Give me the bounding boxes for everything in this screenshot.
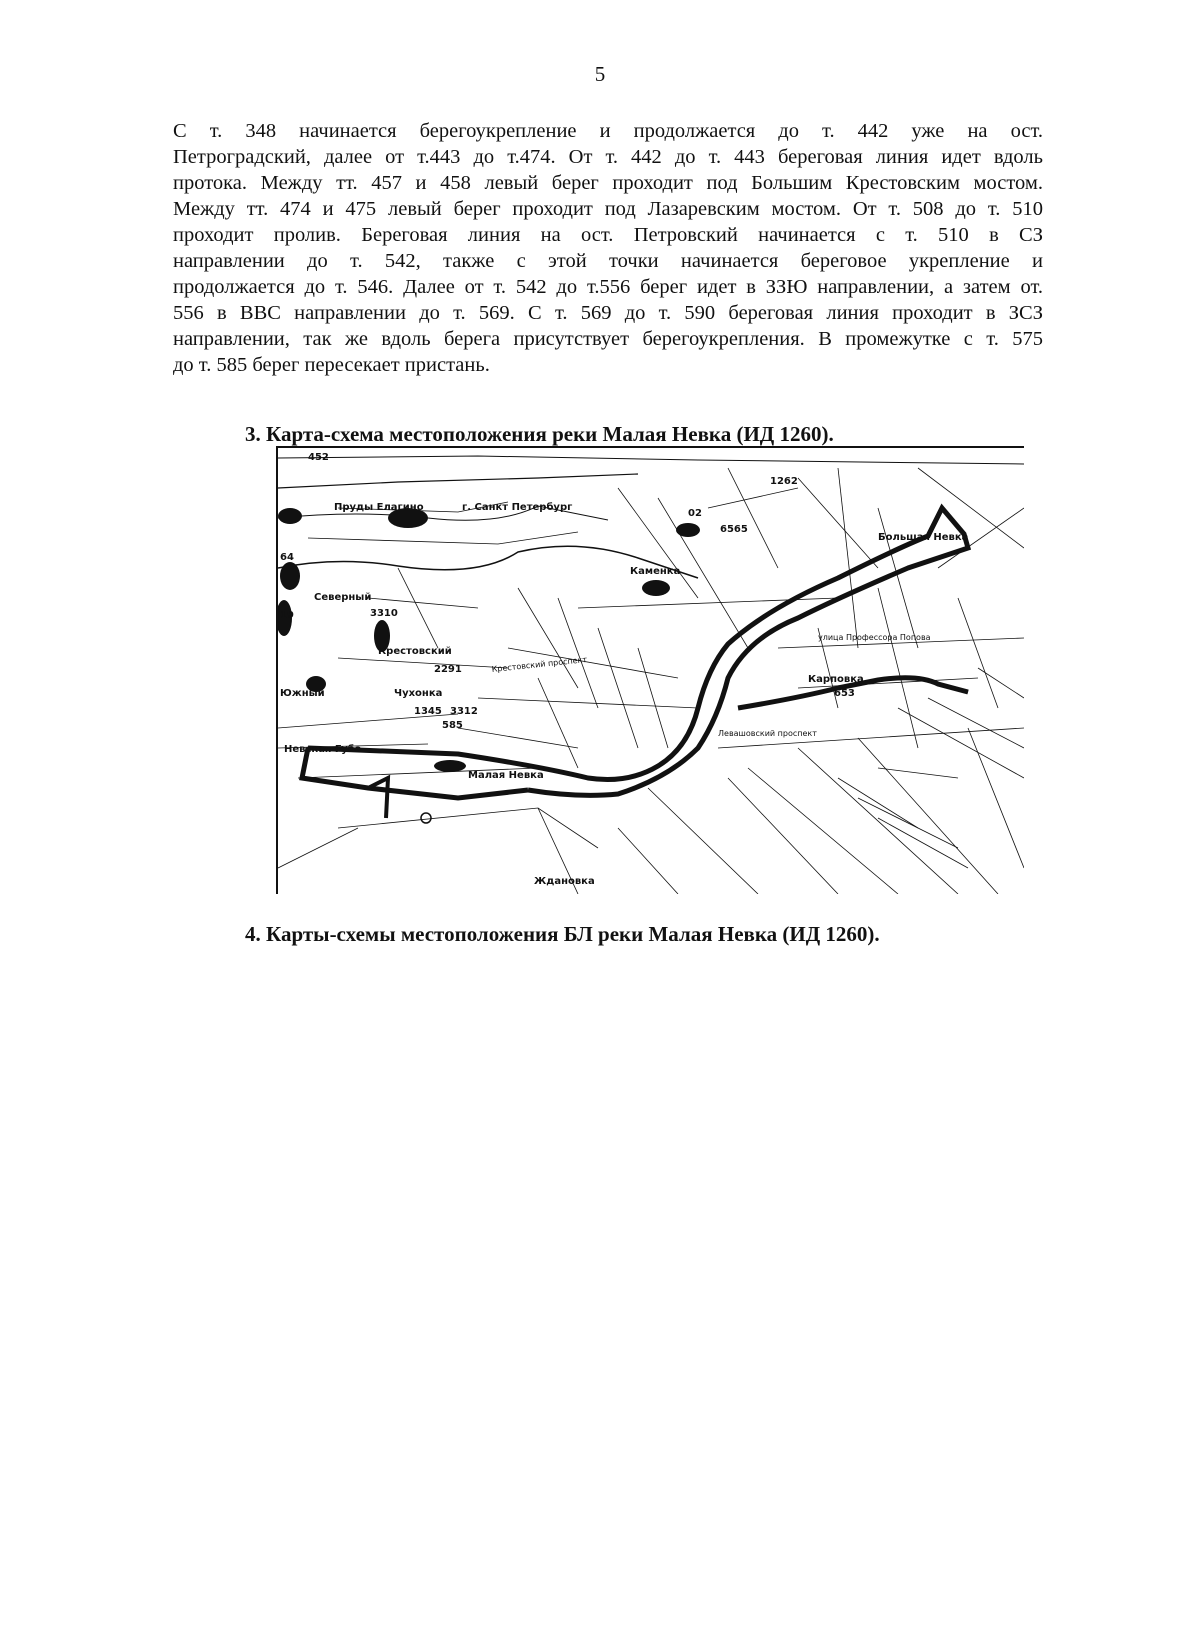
paragraph-line: протока. Между тт. 457 и 458 левый берег проходит под Большим Крестовским мостом. — [173, 172, 1043, 194]
map-label-spb: г. Санкт Петербург — [462, 502, 573, 513]
map-label-nevka-top: Большая Невка — [878, 532, 969, 543]
map-label-kamenka: Каменка — [630, 566, 681, 577]
paragraph-line: С т. 348 начинается берегоукрепление и продолжается до т. 442 уже на ост. — [173, 120, 1043, 142]
paragraph-line: Петроградский, далее от т.443 до т.474. От т. 442 до т. 443 береговая линия идет вдоль — [173, 146, 1043, 168]
map-label-krestovsky: Крестовский — [378, 646, 452, 657]
page-number: 5 — [594, 62, 606, 86]
map-label-prudy: Пруды Елагино — [334, 502, 424, 513]
map-label-number: 2291 — [434, 664, 462, 675]
map-label-karpovka: Карповка — [808, 674, 864, 685]
map-label-number: 3310 — [370, 608, 398, 619]
river-map — [276, 446, 1024, 894]
map-label-number: 1345 — [414, 706, 442, 717]
paragraph-line: направлении, так же вдоль берега присутствует берегоукрепления. В промежутке с т. 575 — [173, 328, 1043, 350]
map-label-number: 6565 — [720, 524, 748, 535]
map-label-severny: Северный — [314, 592, 372, 603]
map-label-number: 3312 — [450, 706, 478, 717]
paragraph-line: направлении до т. 542, также с этой точки начинается береговое укрепление и — [173, 250, 1043, 272]
pond-blotch — [280, 562, 300, 590]
map-label-krestovsky-prospekt: Крестовский проспект — [491, 655, 588, 674]
paragraph-line: 556 в ВВС направлении до т. 569. С т. 569 до т. 590 береговая линия проходит в ЗСЗ — [173, 302, 1043, 324]
paragraph-line: продолжается до т. 546. Далее от т. 542 до т.556 берег идет в ЗЗЮ направлении, а затем от. — [173, 276, 1043, 298]
map-label-malaya-nevka: Малая Невка — [468, 770, 544, 781]
map-label-levashovsky: Левашовский проспект — [718, 729, 817, 738]
map-label-number: 653 — [834, 688, 855, 699]
map-label-yuzhny: Южный — [280, 688, 325, 699]
paragraph-line: проходит пролив. Береговая линия на ост. Петровский начинается с т. 510 в СЗ — [173, 224, 1043, 246]
map-caption-4: 4. Карты-схемы местоположения БЛ реки Малая Невка (ИД 1260). — [245, 922, 880, 946]
map-label-number: 02 — [688, 508, 702, 519]
body-paragraph — [173, 118, 1043, 378]
map-label-number: 585 — [442, 720, 463, 731]
map-label-zhdanovka: Ждановка — [534, 876, 595, 887]
pond-blotch — [676, 523, 700, 537]
paragraph-line: Между тт. 474 и 475 левый берег проходит под Лазаревским мостом. От т. 508 до т. 510 — [173, 198, 1043, 220]
map-label-number: 64 — [280, 552, 294, 563]
map-label-number: 19 — [280, 610, 294, 621]
pond-blotch — [278, 508, 302, 524]
map-drawing — [278, 448, 1024, 894]
paragraph-line: до т. 585 берег пересекает пристань. — [173, 354, 490, 376]
pond-blotch — [434, 760, 466, 772]
pond-blotch — [642, 580, 670, 596]
map-label-number: 452 — [308, 452, 329, 463]
map-label-number: 1262 — [770, 476, 798, 487]
map-label-nevskaya-guba: Невская Губа — [284, 744, 362, 755]
map-marker — [421, 813, 431, 823]
map-label-prof-popov: улица Профессора Попова — [818, 633, 931, 642]
map-caption-3: 3. Карта-схема местоположения реки Малая Невка (ИД 1260). — [245, 422, 834, 446]
map-label-chukhonka: Чухонка — [394, 688, 443, 699]
